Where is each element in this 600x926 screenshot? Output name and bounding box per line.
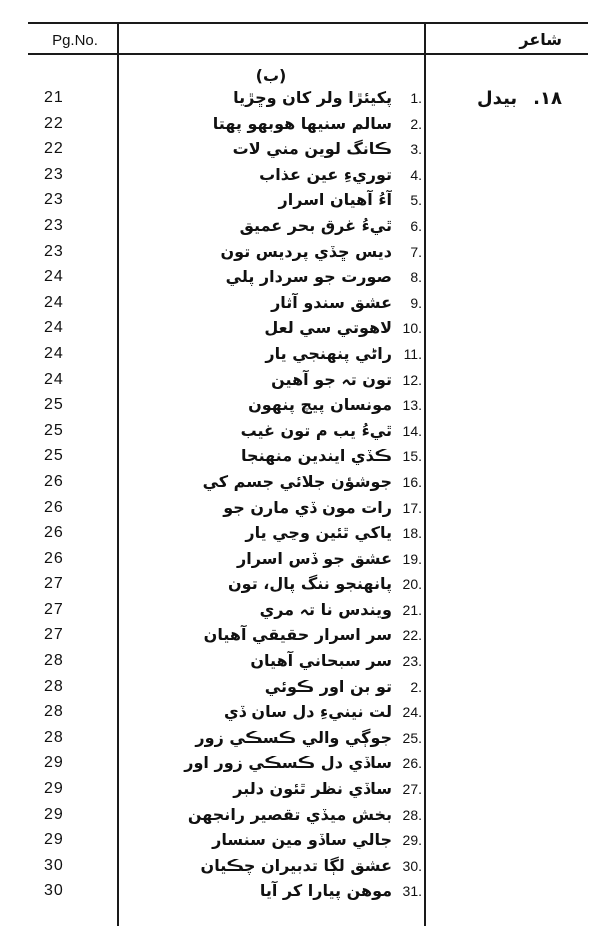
page-number: 26 [44, 524, 64, 542]
entry-title: ويندس نا تہ مري [259, 599, 392, 619]
entry-number: 24. [402, 704, 422, 721]
list-item [0, 677, 600, 703]
entry-number: 9. [410, 294, 422, 311]
entry-number: 28. [402, 806, 422, 823]
page-number: 26 [44, 549, 64, 567]
page-number: 29 [44, 805, 64, 823]
list-item [0, 370, 600, 396]
header-divider [28, 53, 588, 55]
entry-title: تون تہ جو آهين [271, 369, 392, 389]
page-number: 22 [44, 114, 64, 132]
list-item [0, 267, 600, 293]
entry-number: 26. [402, 755, 422, 772]
list-item [0, 165, 600, 191]
page-number: 24 [44, 319, 64, 337]
entry-title: پکيئڙا ولر کان وڇڙيا [233, 88, 392, 107]
list-item [0, 881, 600, 907]
entry-title: آءُ آهيان اسرار [278, 190, 392, 210]
list-item [0, 139, 600, 165]
page-number: 22 [44, 140, 64, 158]
list-item [0, 293, 600, 319]
list-item [0, 549, 600, 575]
page-number: 27 [44, 626, 64, 644]
page-number: 29 [44, 831, 64, 849]
entry-number: 6. [410, 217, 422, 234]
entry-number: 15. [402, 448, 422, 465]
list-item [0, 498, 600, 524]
page-number: 24 [44, 370, 64, 388]
entry-number: 27. [402, 781, 422, 798]
section-letter: (ب) [255, 66, 287, 85]
entry-title: صورت جو سردار پلي [225, 267, 392, 287]
page-number: 30 [44, 856, 64, 874]
entry-number: 22. [402, 627, 422, 644]
entry-number: 13. [402, 397, 422, 414]
list-item [0, 318, 600, 344]
entry-title: پانهنجو ننگ پال، تون [228, 574, 392, 594]
entry-title: ياکي ٿئين وڃي يار [245, 523, 392, 543]
list-item [0, 856, 600, 882]
top-border [28, 22, 588, 24]
page-number: 30 [44, 882, 64, 900]
entry-number: 18. [402, 525, 422, 542]
entry-title: ٿيءُ غرق بحر عميق [239, 215, 392, 235]
entry-title: موهن پيارا کر آيا [259, 881, 392, 901]
entry-title: عشق لڳا تدبيران چڪيان [200, 855, 392, 875]
entry-number: 7. [410, 243, 422, 260]
page-number: 23 [44, 242, 64, 260]
page-number: 28 [44, 652, 64, 670]
entry-title: تو بن اور ڪوئي [264, 676, 392, 696]
list-item [0, 753, 600, 779]
entry-number: 3. [410, 141, 422, 158]
entry-number: 2. [410, 678, 422, 695]
entry-title: سالم سنيها هوبهو پهتا [212, 113, 392, 133]
entry-title: عشق جو ڏس اسرار [237, 548, 392, 568]
entry-number: 29. [402, 832, 422, 849]
entry-title: جوڳي والي ڪسڪي زور [195, 727, 392, 747]
entry-number: 12. [402, 371, 422, 388]
entry-title: رات مون ڏي مارن جو [223, 497, 392, 517]
entry-number: 1. [410, 90, 422, 106]
entry-title: ديس ڇڏي پرديس تون [220, 241, 392, 261]
entry-number: 4. [410, 166, 422, 183]
page-no-header: Pg.No. [52, 32, 98, 49]
page-number: 23 [44, 191, 64, 209]
entry-number: 20. [402, 576, 422, 593]
list-item [0, 702, 600, 728]
page-number: 29 [44, 754, 64, 772]
list-item [0, 728, 600, 754]
page-number: 25 [44, 396, 64, 414]
entry-number: 5. [410, 192, 422, 209]
page-number: 24 [44, 344, 64, 362]
list-item [0, 88, 600, 114]
page-number: 28 [44, 703, 64, 721]
page-number: 27 [44, 600, 64, 618]
list-item [0, 216, 600, 242]
entry-title: توريءِ عين عذاب [259, 164, 392, 184]
entry-number: 14. [402, 422, 422, 439]
list-item [0, 242, 600, 268]
entry-title: ساڏي دل ڪسڪي زور اور [184, 753, 392, 773]
list-item [0, 574, 600, 600]
entry-title: ڪانگ لوين مني لات [232, 139, 392, 159]
page-number: 23 [44, 216, 64, 234]
entry-title: لاهوتي سي لعل [264, 318, 392, 338]
entry-number: 16. [402, 473, 422, 490]
list-item [0, 651, 600, 677]
entry-number: 10. [402, 320, 422, 337]
list-item [0, 600, 600, 626]
list-item [0, 830, 600, 856]
entry-number: 11. [403, 345, 422, 362]
page-number: 25 [44, 447, 64, 465]
list-item [0, 190, 600, 216]
list-item [0, 523, 600, 549]
page-number: 29 [44, 780, 64, 798]
entries-list [0, 88, 600, 907]
list-item [0, 114, 600, 140]
entry-number: 19. [402, 550, 422, 567]
entry-number: 31. [402, 883, 422, 900]
entry-number: 30. [402, 857, 422, 874]
list-item [0, 805, 600, 831]
page-number: 28 [44, 728, 64, 746]
page-number: 24 [44, 268, 64, 286]
entry-title: بخش ميڏي تقصير رانجهن [187, 804, 392, 824]
list-item [0, 421, 600, 447]
poet-header: شاعر [519, 30, 562, 49]
entry-number: 21. [402, 601, 422, 618]
entry-title: سر سبحاني آهيان [250, 651, 392, 671]
entry-number: 2. [410, 115, 422, 132]
entry-title: راڻي پنهنجي يار [265, 343, 392, 363]
page-number: 28 [44, 677, 64, 695]
list-item [0, 395, 600, 421]
list-item [0, 344, 600, 370]
list-item [0, 625, 600, 651]
page-number: 23 [44, 165, 64, 183]
entry-title: مونسان پيچ پنهون [248, 395, 392, 415]
list-item [0, 472, 600, 498]
entry-number: 8. [410, 269, 422, 286]
entry-title: ڪڏي ايندين منهنجا [241, 446, 392, 466]
entry-title: جالي ساڏو مين سنسار [212, 830, 392, 850]
entry-title: ساڏي نظر ٿئون دلبر [233, 779, 392, 799]
entry-number: 23. [402, 653, 422, 670]
entry-title: ٿيءُ يب م تون غيب [240, 420, 392, 440]
page-number: 24 [44, 293, 64, 311]
entry-title: سر اسرار حقيقي آهيان [203, 625, 392, 645]
page-number: 26 [44, 498, 64, 516]
poet-number: ۱۸. [533, 88, 562, 109]
entry-number: 17. [402, 499, 422, 516]
entry-number: 25. [402, 729, 422, 746]
entry-title: جوشؤن جلائي جسم کي [202, 471, 392, 491]
list-item [0, 446, 600, 472]
page-number: 27 [44, 575, 64, 593]
page-number: 21 [44, 89, 64, 106]
poet-name: بيدل [477, 88, 518, 109]
entry-title: لت نينيءِ دل سان ڏي [224, 702, 392, 722]
page-number: 25 [44, 421, 64, 439]
page-number: 26 [44, 472, 64, 490]
entry-title: عشق سندو آثار [271, 292, 392, 312]
list-item [0, 779, 600, 805]
